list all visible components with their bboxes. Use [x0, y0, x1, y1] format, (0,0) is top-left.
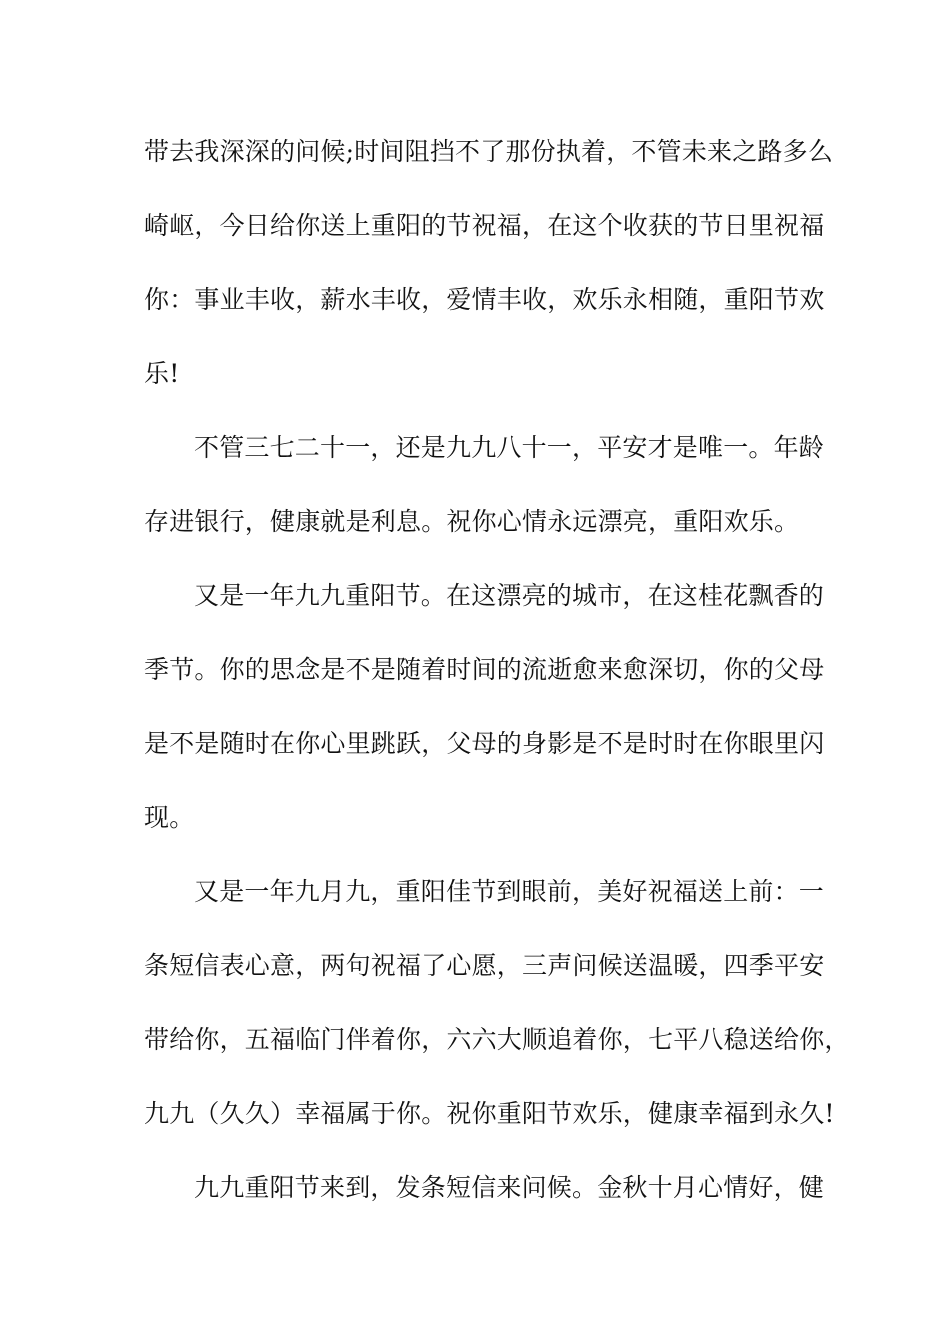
text-line: 九九（久久）幸福属于你。祝你重阳节欢乐，健康幸福到永久! — [144, 1099, 835, 1128]
paragraph-first-line: 不管三七二十一，还是九九八十一，平安才是唯一。年龄 — [194, 433, 825, 462]
text-line: 崎岖，今日给你送上重阳的节祝福，在这个收获的节日里祝福 — [144, 211, 825, 240]
text-line: 存进银行，健康就是利息。祝你心情永远漂亮，重阳欢乐。 — [144, 507, 800, 536]
text-line: 是不是随时在你心里跳跃，父母的身影是不是时时在你眼里闪 — [144, 729, 825, 758]
paragraph-first-line: 又是一年九月九，重阳佳节到眼前，美好祝福送上前：一 — [194, 877, 825, 906]
text-line: 带去我深深的问候;时间阻挡不了那份执着，不管未来之路多么 — [144, 137, 834, 166]
paragraph-first-line: 又是一年九九重阳节。在这漂亮的城市，在这桂花飘香的 — [194, 581, 825, 610]
text-line: 季节。你的思念是不是随着时间的流逝愈来愈深切，你的父母 — [144, 655, 825, 684]
text-line: 你：事业丰收，薪水丰收，爱情丰收，欢乐永相随，重阳节欢 — [144, 285, 825, 314]
text-line: 条短信表心意，两句祝福了心愿，三声问候送温暖，四季平安 — [144, 951, 825, 980]
text-line: 带给你，五福临门伴着你，六六大顺追着你，七平八稳送给你， — [144, 1025, 850, 1054]
text-line: 现。 — [144, 803, 195, 832]
text-line: 乐! — [144, 359, 180, 388]
paragraph-first-line: 九九重阳节来到，发条短信来问候。金秋十月心情好，健 — [194, 1173, 825, 1202]
